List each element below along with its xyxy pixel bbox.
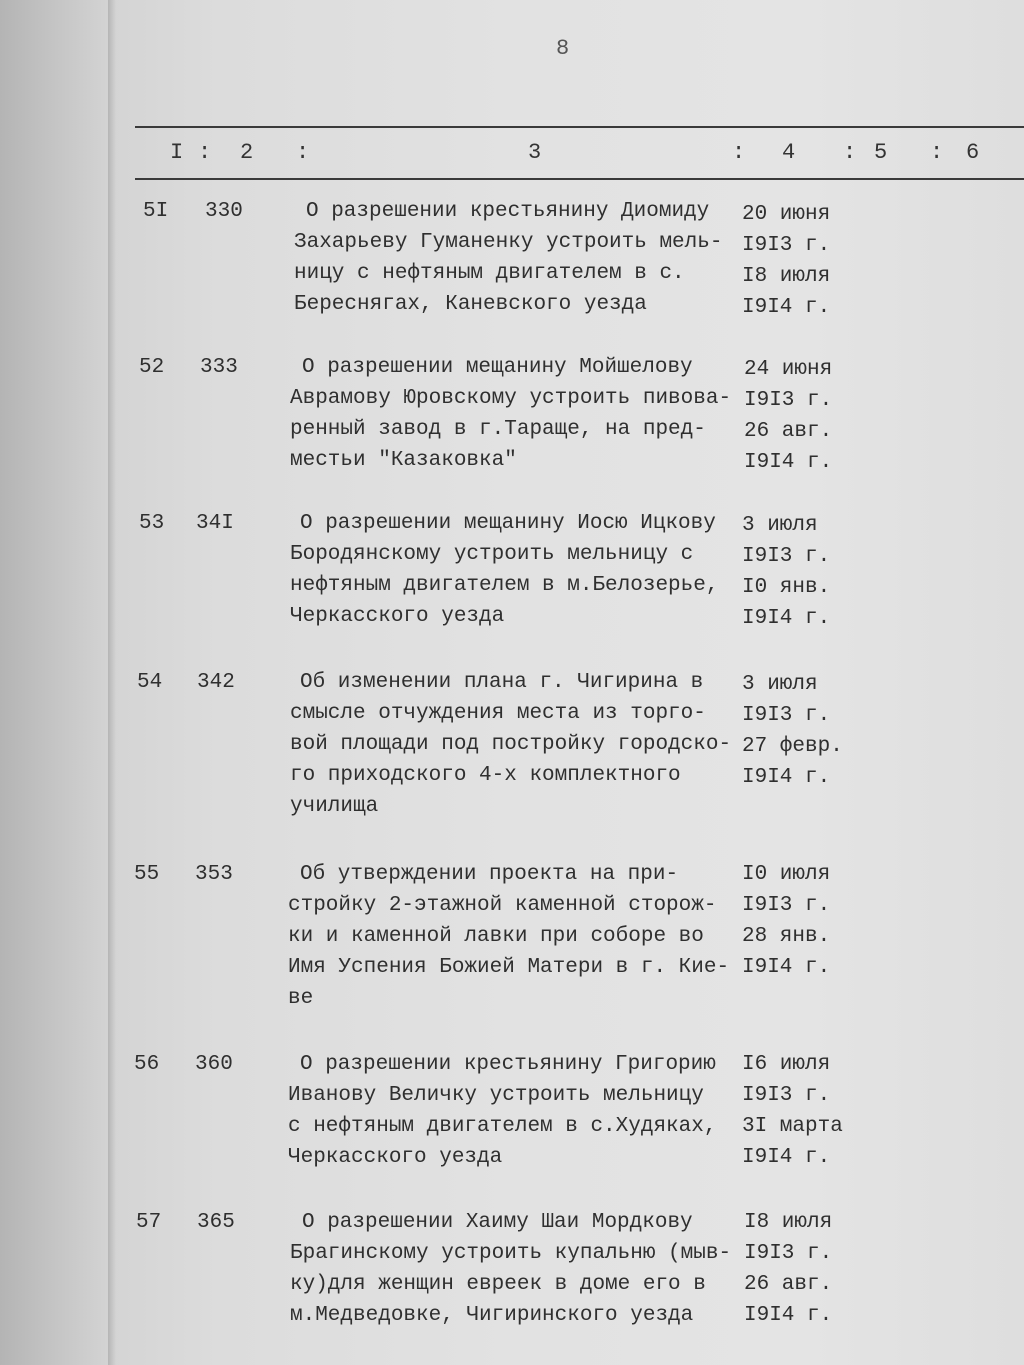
row-text-line: Имя Успения Божией Матери в г. Кие- bbox=[288, 956, 730, 979]
row-number: 55 bbox=[134, 863, 160, 886]
row-text-line: стройку 2-этажной каменной сторож- bbox=[288, 894, 717, 917]
row-text-line: Аврамову Юровскому устроить пивова- bbox=[290, 387, 732, 410]
row-date: 26 авг. bbox=[744, 420, 833, 443]
row-text-line: Брагинскому устроить купальню (мыв- bbox=[290, 1242, 732, 1265]
row-date: I9I3 г. bbox=[744, 389, 833, 412]
header-col-2: 2 bbox=[240, 140, 254, 165]
row-date: 27 февр. bbox=[742, 735, 843, 758]
row-number: 5I bbox=[143, 200, 169, 223]
row-number: 52 bbox=[139, 356, 165, 379]
page-number: 8 bbox=[556, 36, 570, 61]
row-date: I6 июля bbox=[742, 1053, 831, 1076]
row-date: 3 июля bbox=[742, 514, 818, 537]
row-date: I9I3 г. bbox=[742, 704, 831, 727]
row-text-line: Иванову Величку устроить мельницу bbox=[288, 1084, 704, 1107]
row-text-line: ренный завод в г.Тараще, на пред- bbox=[290, 418, 706, 441]
row-date: I9I3 г. bbox=[742, 1084, 831, 1107]
row-number: 53 bbox=[139, 512, 165, 535]
header-rule-bottom bbox=[135, 178, 1024, 180]
header-sep: : bbox=[930, 140, 944, 165]
row-text-line: О разрешении мещанину Мойшелову bbox=[302, 356, 693, 379]
header-sep: : bbox=[732, 140, 746, 165]
row-date: I9I4 г. bbox=[742, 956, 831, 979]
row-code: 365 bbox=[197, 1211, 235, 1234]
row-text-line: го приходского 4-х комплектного bbox=[290, 764, 681, 787]
row-date: I9I4 г. bbox=[744, 451, 833, 474]
row-text-line: Захарьеву Гуманенку устроить мель- bbox=[294, 231, 723, 254]
row-text-line: училища bbox=[290, 795, 379, 818]
header-rule-top bbox=[135, 126, 1024, 128]
row-text-line: Бородянскому устроить мельницу с bbox=[290, 543, 694, 566]
header-col-3: 3 bbox=[528, 140, 542, 165]
header-col-6: 6 bbox=[966, 140, 980, 165]
row-text-line: Черкасского уезда bbox=[288, 1146, 503, 1169]
row-text-line: Черкасского уезда bbox=[290, 605, 505, 628]
row-date: I0 июля bbox=[742, 863, 831, 886]
row-text-line: О разрешении мещанину Иосю Ицкову bbox=[300, 512, 716, 535]
row-text-line: ки и каменной лавки при соборе во bbox=[288, 925, 704, 948]
row-text-line: вой площади под постройку городско- bbox=[290, 733, 732, 756]
row-text-line: О разрешении крестьянину Григорию bbox=[300, 1053, 716, 1076]
header-col-5: 5 bbox=[874, 140, 888, 165]
row-date: I0 янв. bbox=[742, 576, 831, 599]
header-sep: : bbox=[198, 140, 212, 165]
row-number: 54 bbox=[137, 671, 163, 694]
row-code: 353 bbox=[195, 863, 233, 886]
row-text-line: ку)для женщин евреек в доме его в bbox=[290, 1273, 706, 1296]
row-date: I9I3 г. bbox=[742, 234, 831, 257]
row-date: I9I4 г. bbox=[742, 766, 831, 789]
row-date: 3 июля bbox=[742, 673, 818, 696]
page-fold-shadow bbox=[108, 0, 116, 1365]
row-text-line: Об изменении плана г. Чигирина в bbox=[300, 671, 704, 694]
row-code: 360 bbox=[195, 1053, 233, 1076]
header-col-1: I bbox=[170, 140, 184, 165]
row-number: 56 bbox=[134, 1053, 160, 1076]
header-col-4: 4 bbox=[782, 140, 796, 165]
row-code: 34I bbox=[196, 512, 234, 535]
header-sep: : bbox=[843, 140, 857, 165]
row-code: 330 bbox=[205, 200, 243, 223]
row-number: 57 bbox=[136, 1211, 162, 1234]
row-date: I9I3 г. bbox=[742, 894, 831, 917]
row-text-line: Об утверждении проекта на при- bbox=[300, 863, 679, 886]
row-text-line: ве bbox=[288, 987, 314, 1010]
row-text-line: местьи "Казаковка" bbox=[290, 449, 517, 472]
row-text-line: О разрешении крестьянину Диомиду bbox=[306, 200, 710, 223]
header-sep: : bbox=[296, 140, 310, 165]
row-code: 342 bbox=[197, 671, 235, 694]
row-date: I9I3 г. bbox=[742, 545, 831, 568]
row-text-line: ницу с нефтяным двигателем в с. bbox=[294, 262, 685, 285]
row-date: 24 июня bbox=[744, 358, 833, 381]
row-date: I8 июля bbox=[744, 1211, 833, 1234]
row-date: I9I4 г. bbox=[742, 296, 831, 319]
row-code: 333 bbox=[200, 356, 238, 379]
row-text-line: Береснягах, Каневского уезда bbox=[294, 293, 647, 316]
row-date: I9I4 г. bbox=[742, 607, 831, 630]
row-date: I9I4 г. bbox=[742, 1146, 831, 1169]
row-text-line: О разрешении Хаиму Шаи Мордкову bbox=[302, 1211, 693, 1234]
row-date: 3I марта bbox=[742, 1115, 843, 1138]
row-date: I9I4 г. bbox=[744, 1304, 833, 1327]
row-date: I9I3 г. bbox=[744, 1242, 833, 1265]
row-date: 20 июня bbox=[742, 203, 831, 226]
row-text-line: с нефтяным двигателем в с.Худяках, bbox=[288, 1115, 717, 1138]
row-date: 28 янв. bbox=[742, 925, 831, 948]
row-text-line: м.Медведовке, Чигиринского уезда bbox=[290, 1304, 694, 1327]
row-text-line: нефтяным двигателем в м.Белозерье, bbox=[290, 574, 719, 597]
row-date: I8 июля bbox=[742, 265, 831, 288]
row-text-line: смысле отчуждения места из торго- bbox=[290, 702, 706, 725]
row-date: 26 авг. bbox=[744, 1273, 833, 1296]
